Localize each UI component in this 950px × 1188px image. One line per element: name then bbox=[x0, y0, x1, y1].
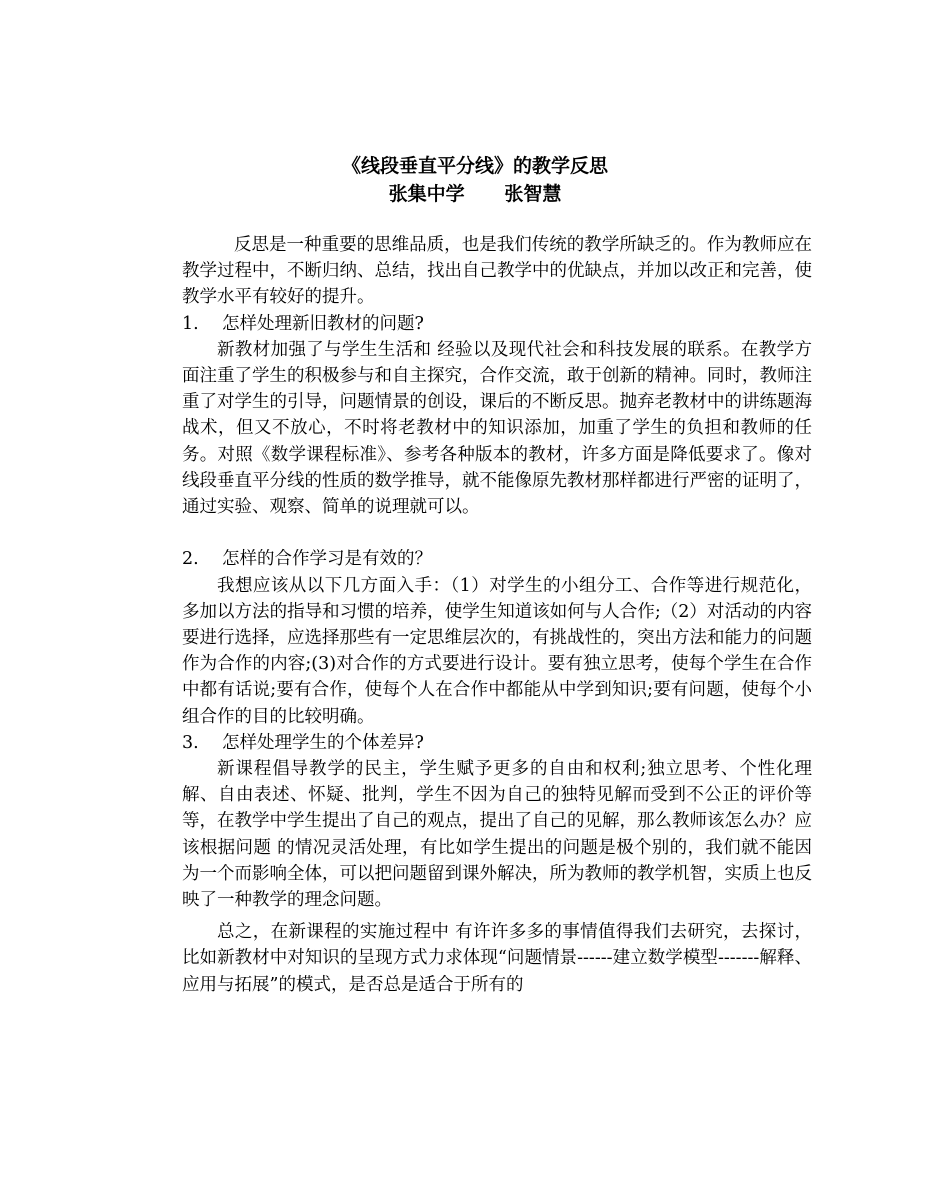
section-number-1: 1. bbox=[182, 313, 199, 334]
section-heading-2 bbox=[182, 546, 812, 572]
section-title-3: 怎样处理学生的个体差异? bbox=[222, 732, 424, 753]
section-title-1: 怎样处理新旧教材的问题? bbox=[222, 313, 424, 334]
author-line: 张集中学 张智慧 bbox=[388, 183, 562, 205]
section-paragraph-3: 新课程倡导教学的民主，学生赋予更多的自由和权利;独立思考、个性化理解、自由表述、怀疑、批判，学生不因为自己的独特见解而受到不公正的评价等等，在教学中学生提出了自己的观点，提出了自己的见解，那么教师该怎么办？应该根据问题 的情况灵活处理，有比如学生提出的问题是极个别的，我们就不能因为一个而影响全体，可以把问题留到课外解决，所为教师的教学机智，实质上也反映了一种教学的理念问题。 bbox=[182, 759, 812, 911]
section-paragraph-2: 我想应该从以下几方面入手：（1）对学生的小组分工、合作等进行规范化，多加以方法的指导和习惯的培养，使学生知道该如何与人合作;（2）对活动的内容要进行选择，应选择那些有一定思维层次的，有挑战性的，突出方法和能力的问题作为合作的内容;(3)对合作的方式要进行设计。要有独立思考，使每个学生在合作中都有话说;要有合作，使每个人在合作中都能从中学到知识;要有问题，使每个小组合作的目的比较明确。 bbox=[182, 575, 812, 727]
document-title: 《线段垂直平分线》的教学反思 bbox=[341, 155, 608, 177]
conclusion-paragraph: 总之，在新课程的实施过程中 有许许多多的事情值得我们去研究，去探讨，比如新教材中对知识的呈现方式力求体现“问题情景------建立数学模型-------解释、应用与拓展”的模式，是否总是适合于所有的 bbox=[182, 922, 812, 995]
section-title-2: 怎样的合作学习是有效的？ bbox=[222, 549, 432, 570]
intro-paragraph: 反思是一种重要的思维品质，也是我们传统的教学所缺乏的。作为教师应在教学过程中，不断归纳、总结，找出自己教学中的优缺点，并加以改正和完善，使教学水平有较好的提升。 bbox=[182, 235, 812, 308]
section-number-3: 3. bbox=[182, 732, 199, 753]
section-heading-3 bbox=[182, 730, 812, 756]
section-number-2: 2. bbox=[182, 549, 199, 570]
section-heading-1 bbox=[182, 311, 812, 337]
blank-line bbox=[182, 520, 812, 546]
section-paragraph-1: 新教材加强了与学生生活和 经验以及现代社会和科技发展的联系。在教学方面注重了学生的积极参与和自主探究，合作交流，敢于创新的精神。同时，教师注重了对学生的引导，问题情景的创设，课后的不断反思。抛弃老教材中的讲练题海战术，但又不放心，不时将老教材中的知识添加，加重了学生的负担和教师的任务。对照《数学课程标准》、参考各种版本的教材，许多方面是降低要求了。像对线段垂直平分线的性质的数学推导，就不能像原先教材那样都进行严密的证明了，通过实验、观察、简单的说理就可以。 bbox=[182, 339, 812, 518]
document-body bbox=[182, 232, 812, 998]
